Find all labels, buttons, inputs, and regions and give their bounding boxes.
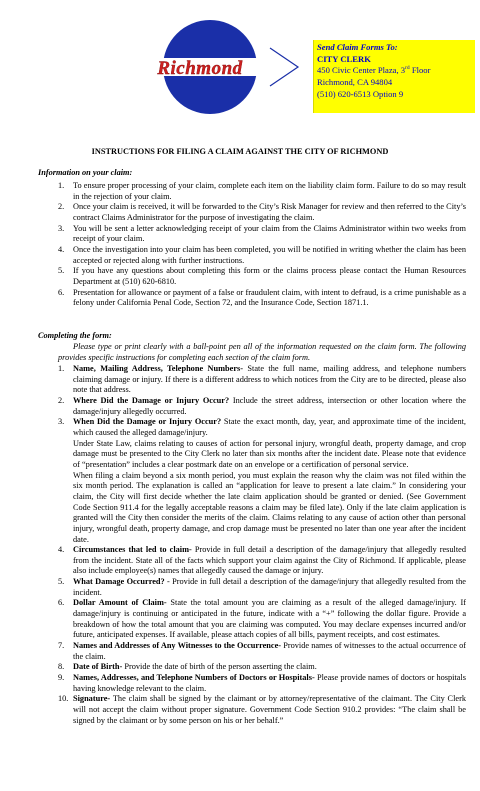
city-clerk-label: CITY CLERK <box>317 53 371 64</box>
list-item: 2. Where Did the Damage or Injury Occur? Include the street address, intersection or other location where the damage/injury allegedly occurred. <box>58 395 466 416</box>
list-item: 10. Signature- The claim shall be signed by the claimant or by attorney/representative of the claimant. The City Clerk will not accept the claim without proper signature. Government Code Section 910.2 provides: “The claim shall be signed by the claimant or by some person on his or her behalf.” <box>58 694 466 725</box>
list-item: 5. If you have any questions about completing this form or the claims process please contact the Human Resources Department at (510) 620-6810. <box>58 266 466 286</box>
list-item: 3. When Did the Damage or Injury Occur? State the exact month, day, year, and approximate time of the incident, which caused the alleged damage/injury. Under State Law, claims relating to causes of action for personal injury, wrongful death, property damage, and crop damage must be presented to the City Clerk no later than six months after the incident date. Please note that evidence of “presentation” includes a clear postmark date on an envelope or a certification of personal service. When filing a claim beyond a six month period, you must explain the reason why the claim was not filed within the six month period. The explanation is called an “application for leave to present a late claim.” In considering your claim, the City will first decide whether the late claim application should be granted or denied. (See Government Code Section 911.4 for the legally acceptable reasons a claim may be filed late). Only if the late claim application is granted will the City then consider the merits of the claim. Claims relating to any cause of action other than personal injury, wrongful death, property damage, and crop damage must be presented no later than one year after the incident date. <box>58 417 466 544</box>
list-item: 5. What Damage Occurred? - Provide in full detail a description of the damage/injury that allegedly resulted from the incident. <box>58 577 466 597</box>
page-title: INSTRUCTIONS FOR FILING A CLAIM AGAINST THE CITY OF RICHMOND <box>91 147 389 156</box>
list-item: 4. Circumstances that led to claim- Provide in full detail a description of the damage/injury that allegedly resulted from the incident. State all of the facts which support your claim against the City of Richmond. If applicable, please also include employee(s) names that allegedly caused the damage or injury. <box>58 545 466 576</box>
street-address: 450 Civic Center Plaza, 3rd Floor <box>317 65 431 76</box>
list-item: 4. Once the investigation into your claim has been completed, you will be notified in writing whether the claim has been accepted or rejected along with further instructions. <box>58 244 466 265</box>
section-heading-information: Information on your claim: <box>38 168 133 177</box>
information-list <box>58 181 466 309</box>
list-item: 9. Names, Addresses, and Telephone Numbers of Doctors or Hospitals- Please provide names of doctors or hospitals having knowledge relevant to the claim. <box>58 673 466 693</box>
list-item: 3. You will be sent a letter acknowledging receipt of your claim from the Claims Administrator within two weeks from receipt of your claim. <box>58 223 466 244</box>
logo-graphic <box>120 18 300 116</box>
list-item: 1. To ensure proper processing of your claim, complete each item on the liability claim form. Failure to do so may result in the rejection of your claim. <box>58 181 466 201</box>
section-heading-completing: Completing the form: <box>38 331 112 340</box>
list-item: 2. Once your claim is received, it will be forwarded to the City’s Risk Manager for review and then referred to the City’s contract Claims Administrator for the purpose of investigating the claim. <box>58 202 466 222</box>
logo-script-text: City of <box>232 52 247 58</box>
send-claim-address-box <box>313 40 475 113</box>
completing-list <box>58 364 466 726</box>
section-intro: Please type or print clearly with a ball-point pen all of the information requested on the claim form. The following provides specific instructions for completing each section of the claim form. <box>58 342 466 362</box>
list-item: 7. Names and Addresses of Any Witnesses to the Occurrence- Provide names of witnesses to the actual occurrence of the claim. <box>58 641 466 661</box>
list-item: 6. Presentation for allowance or payment of a false or fraudulent claim, with intent to defraud, is a crime punishable as a felony under California Penal Code, Section 72, and the Insurance Code, Section 1871.1. <box>58 287 466 308</box>
list-item: 8. Date of Birth- Provide the date of birth of the person asserting the claim. <box>58 662 317 672</box>
phone-number: (510) 620-6513 Option 9 <box>317 88 404 99</box>
list-item: 1. Name, Mailing Address, Telephone Numbers- State the full name, mailing address, and telephone numbers claiming damage or injury. If there is a different address to which notices from the City are to be directed, please also note that address. <box>58 364 466 395</box>
city-state-zip: Richmond, CA 94804 <box>317 77 393 88</box>
logo-wordmark: Richmond <box>157 58 243 79</box>
send-claim-label: Send Claim Forms To: <box>317 42 398 52</box>
city-of-richmond-logo <box>120 18 300 116</box>
list-item: 6. Dollar Amount of Claim- State the total amount you are claiming as a result of the alleged damage/injury. If damage/injury is continuing or anticipated in the future, indicate with a “+” following the dollar figure. Provide a breakdown of how the total amount that you are claiming was computed. You may declare expenses incurred and/or future, anticipated expenses. If available, please attach copies of all bills, payment receipts, and cost estimates. <box>58 598 467 640</box>
